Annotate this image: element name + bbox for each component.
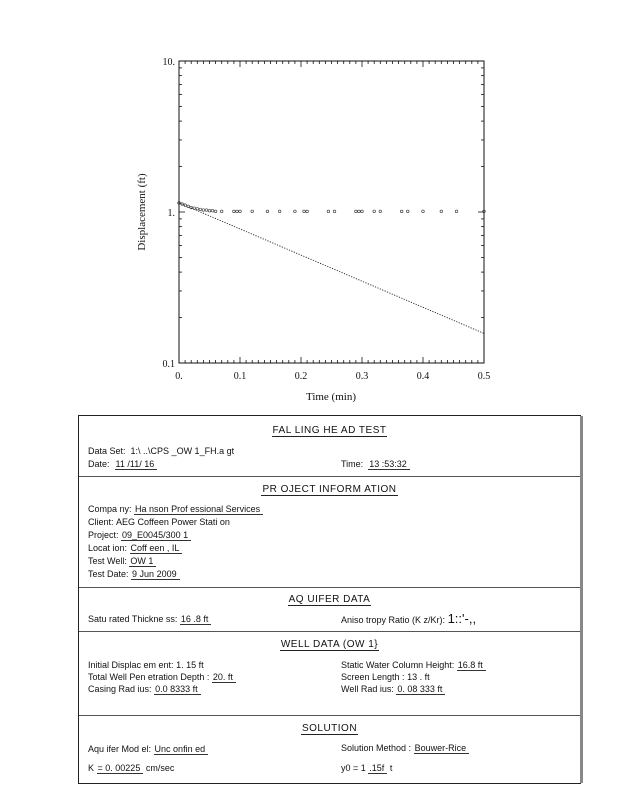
observed-point bbox=[236, 210, 239, 213]
observed-point bbox=[358, 210, 361, 213]
observed-point bbox=[306, 210, 309, 213]
well-title: WELL DATA (OW 1} bbox=[280, 639, 379, 650]
casing-radius-row: Casing Rad ius: 0.0 8333 ft bbox=[88, 684, 201, 694]
aquifer-model-row: Aqu ifer Mod el: Unc onfin ed bbox=[88, 744, 208, 754]
k-value: = 0. 00225 bbox=[97, 763, 144, 774]
y-tick-label: 0.1 bbox=[162, 359, 175, 370]
x-tick-label: 0.4 bbox=[416, 371, 430, 382]
observed-point bbox=[400, 210, 403, 213]
observed-point bbox=[440, 210, 443, 213]
observed-point bbox=[361, 210, 364, 213]
project-section bbox=[79, 476, 580, 587]
observed-point bbox=[294, 210, 297, 213]
solution-section bbox=[79, 715, 580, 785]
solution-title: SOLUTION bbox=[301, 723, 358, 734]
company-value: Ha nson Prof essional Services bbox=[134, 504, 263, 515]
observed-point bbox=[455, 210, 458, 213]
penetration-row: Total Well Pen etration Depth : 20. ft bbox=[88, 672, 236, 682]
observed-point bbox=[373, 210, 376, 213]
fitted-line bbox=[179, 203, 484, 334]
x-tick-label: 0.3 bbox=[355, 371, 369, 382]
aquifer-section bbox=[79, 587, 580, 631]
k-unit: cm/sec bbox=[145, 763, 175, 773]
x-tick-label: 0. bbox=[175, 371, 183, 382]
observed-point bbox=[278, 210, 281, 213]
well-section bbox=[79, 631, 580, 715]
plot-frame bbox=[179, 61, 484, 363]
x-tick-label: 0.5 bbox=[477, 371, 491, 382]
anisotropy-value: 1::'-,, bbox=[447, 611, 477, 626]
test-well-row: Test Well: OW 1 bbox=[88, 556, 156, 566]
observed-point bbox=[406, 210, 409, 213]
y-tick-label: 10. bbox=[162, 57, 175, 68]
data-set-value: 1:\ ..\CPS _OW 1_FH.a gt bbox=[130, 446, 235, 456]
test-date-value: 9 Jun 2009 bbox=[131, 569, 180, 580]
solution-method-value: Bouwer-Rice bbox=[414, 743, 470, 754]
screen-length-value: 13 . ft bbox=[407, 672, 430, 682]
well-radius-value: 0. 08 333 ft bbox=[396, 684, 445, 695]
saturated-thickness-value: 16 .8 ft bbox=[180, 614, 212, 625]
observed-point bbox=[303, 210, 306, 213]
time-value: 13 :53:32 bbox=[368, 459, 410, 470]
company-row: Compa ny: Ha nson Prof essional Services bbox=[88, 504, 263, 514]
observed-point bbox=[196, 208, 199, 211]
falling-head-title: FAL LING HE AD TEST bbox=[272, 425, 387, 436]
y-tick-label: 1. bbox=[167, 208, 175, 219]
test-well-value: OW 1 bbox=[129, 556, 156, 567]
observed-point bbox=[355, 210, 358, 213]
fitted-line-segment bbox=[179, 203, 484, 334]
project-title: PR OJECT INFORM ATION bbox=[262, 484, 397, 495]
observed-point bbox=[251, 210, 254, 213]
observed-point bbox=[220, 210, 223, 213]
location-row: Locat ion: Coff een , IL bbox=[88, 543, 182, 553]
project-value: 09_E0045/300 1 bbox=[121, 530, 191, 541]
initial-displacement-row: Initial Displac em ent: 1. 15 ft bbox=[88, 660, 204, 670]
axis-tick-labels bbox=[163, 57, 491, 382]
report-shadow bbox=[580, 416, 583, 783]
y0-unit: t bbox=[389, 763, 393, 773]
aquifer-title: AQ UIFER DATA bbox=[288, 594, 371, 605]
y0-value: .15f bbox=[368, 763, 387, 774]
observed-point bbox=[422, 210, 425, 213]
date-row: Date: 11 /11/ 16 bbox=[88, 459, 157, 469]
date-value: 11 /11/ 16 bbox=[115, 459, 158, 470]
client-value: AEG Coffeen Power Stati on bbox=[116, 517, 230, 527]
observed-point bbox=[379, 210, 382, 213]
observed-point bbox=[199, 208, 202, 211]
penetration-value: 20. ft bbox=[212, 672, 236, 683]
axis-ticks bbox=[179, 61, 484, 363]
data-set-row: Data Set: 1:\ ..\CPS _OW 1_FH.a gt bbox=[88, 446, 235, 456]
k-row: K = 0. 00225 cm/sec bbox=[88, 763, 175, 773]
y0-row: y0 = 1 .15f t bbox=[341, 763, 393, 773]
observed-point bbox=[208, 209, 211, 212]
saturated-thickness-row: Satu rated Thickne ss: 16 .8 ft bbox=[88, 614, 211, 624]
falling-head-section bbox=[79, 416, 580, 476]
observed-points bbox=[178, 202, 486, 213]
observed-point bbox=[233, 210, 236, 213]
aquifer-model-value: Unc onfin ed bbox=[154, 744, 209, 755]
initial-displacement-value: 1. 15 ft bbox=[176, 660, 204, 670]
observed-point bbox=[239, 210, 242, 213]
test-date-row: Test Date: 9 Jun 2009 bbox=[88, 569, 180, 579]
time-row: Time: 13 :53:32 bbox=[341, 459, 410, 469]
static-water-value: 16.8 ft bbox=[457, 660, 486, 671]
x-axis-label: Time (min) bbox=[305, 391, 357, 403]
test-report bbox=[78, 415, 581, 784]
location-value: Coff een , IL bbox=[130, 543, 183, 554]
well-radius-row: Well Rad ius: 0. 08 333 ft bbox=[341, 684, 445, 694]
observed-point bbox=[202, 209, 205, 212]
x-tick-label: 0.1 bbox=[233, 371, 247, 382]
solution-method-row: Solution Method : Bouwer-Rice bbox=[341, 743, 469, 753]
project-row: Project: 09_E0045/300 1 bbox=[88, 530, 191, 540]
x-tick-label: 0.2 bbox=[294, 371, 308, 382]
anisotropy-row: Aniso tropy Ratio (K z/Kr): 1::'-,, bbox=[341, 611, 477, 626]
y-axis-label: Displacement (ft) bbox=[136, 173, 148, 251]
static-water-row: Static Water Column Height: 16.8 ft bbox=[341, 660, 486, 670]
observed-point bbox=[333, 210, 336, 213]
observed-point bbox=[266, 210, 269, 213]
observed-point bbox=[211, 209, 214, 212]
casing-radius-value: 0.0 8333 ft bbox=[154, 684, 201, 695]
client-row: Client: AEG Coffeen Power Stati on bbox=[88, 517, 230, 527]
observed-point bbox=[214, 210, 217, 213]
observed-point bbox=[327, 210, 330, 213]
screen-length-row: Screen Length : 13 . ft bbox=[341, 672, 430, 682]
observed-point bbox=[205, 209, 208, 212]
